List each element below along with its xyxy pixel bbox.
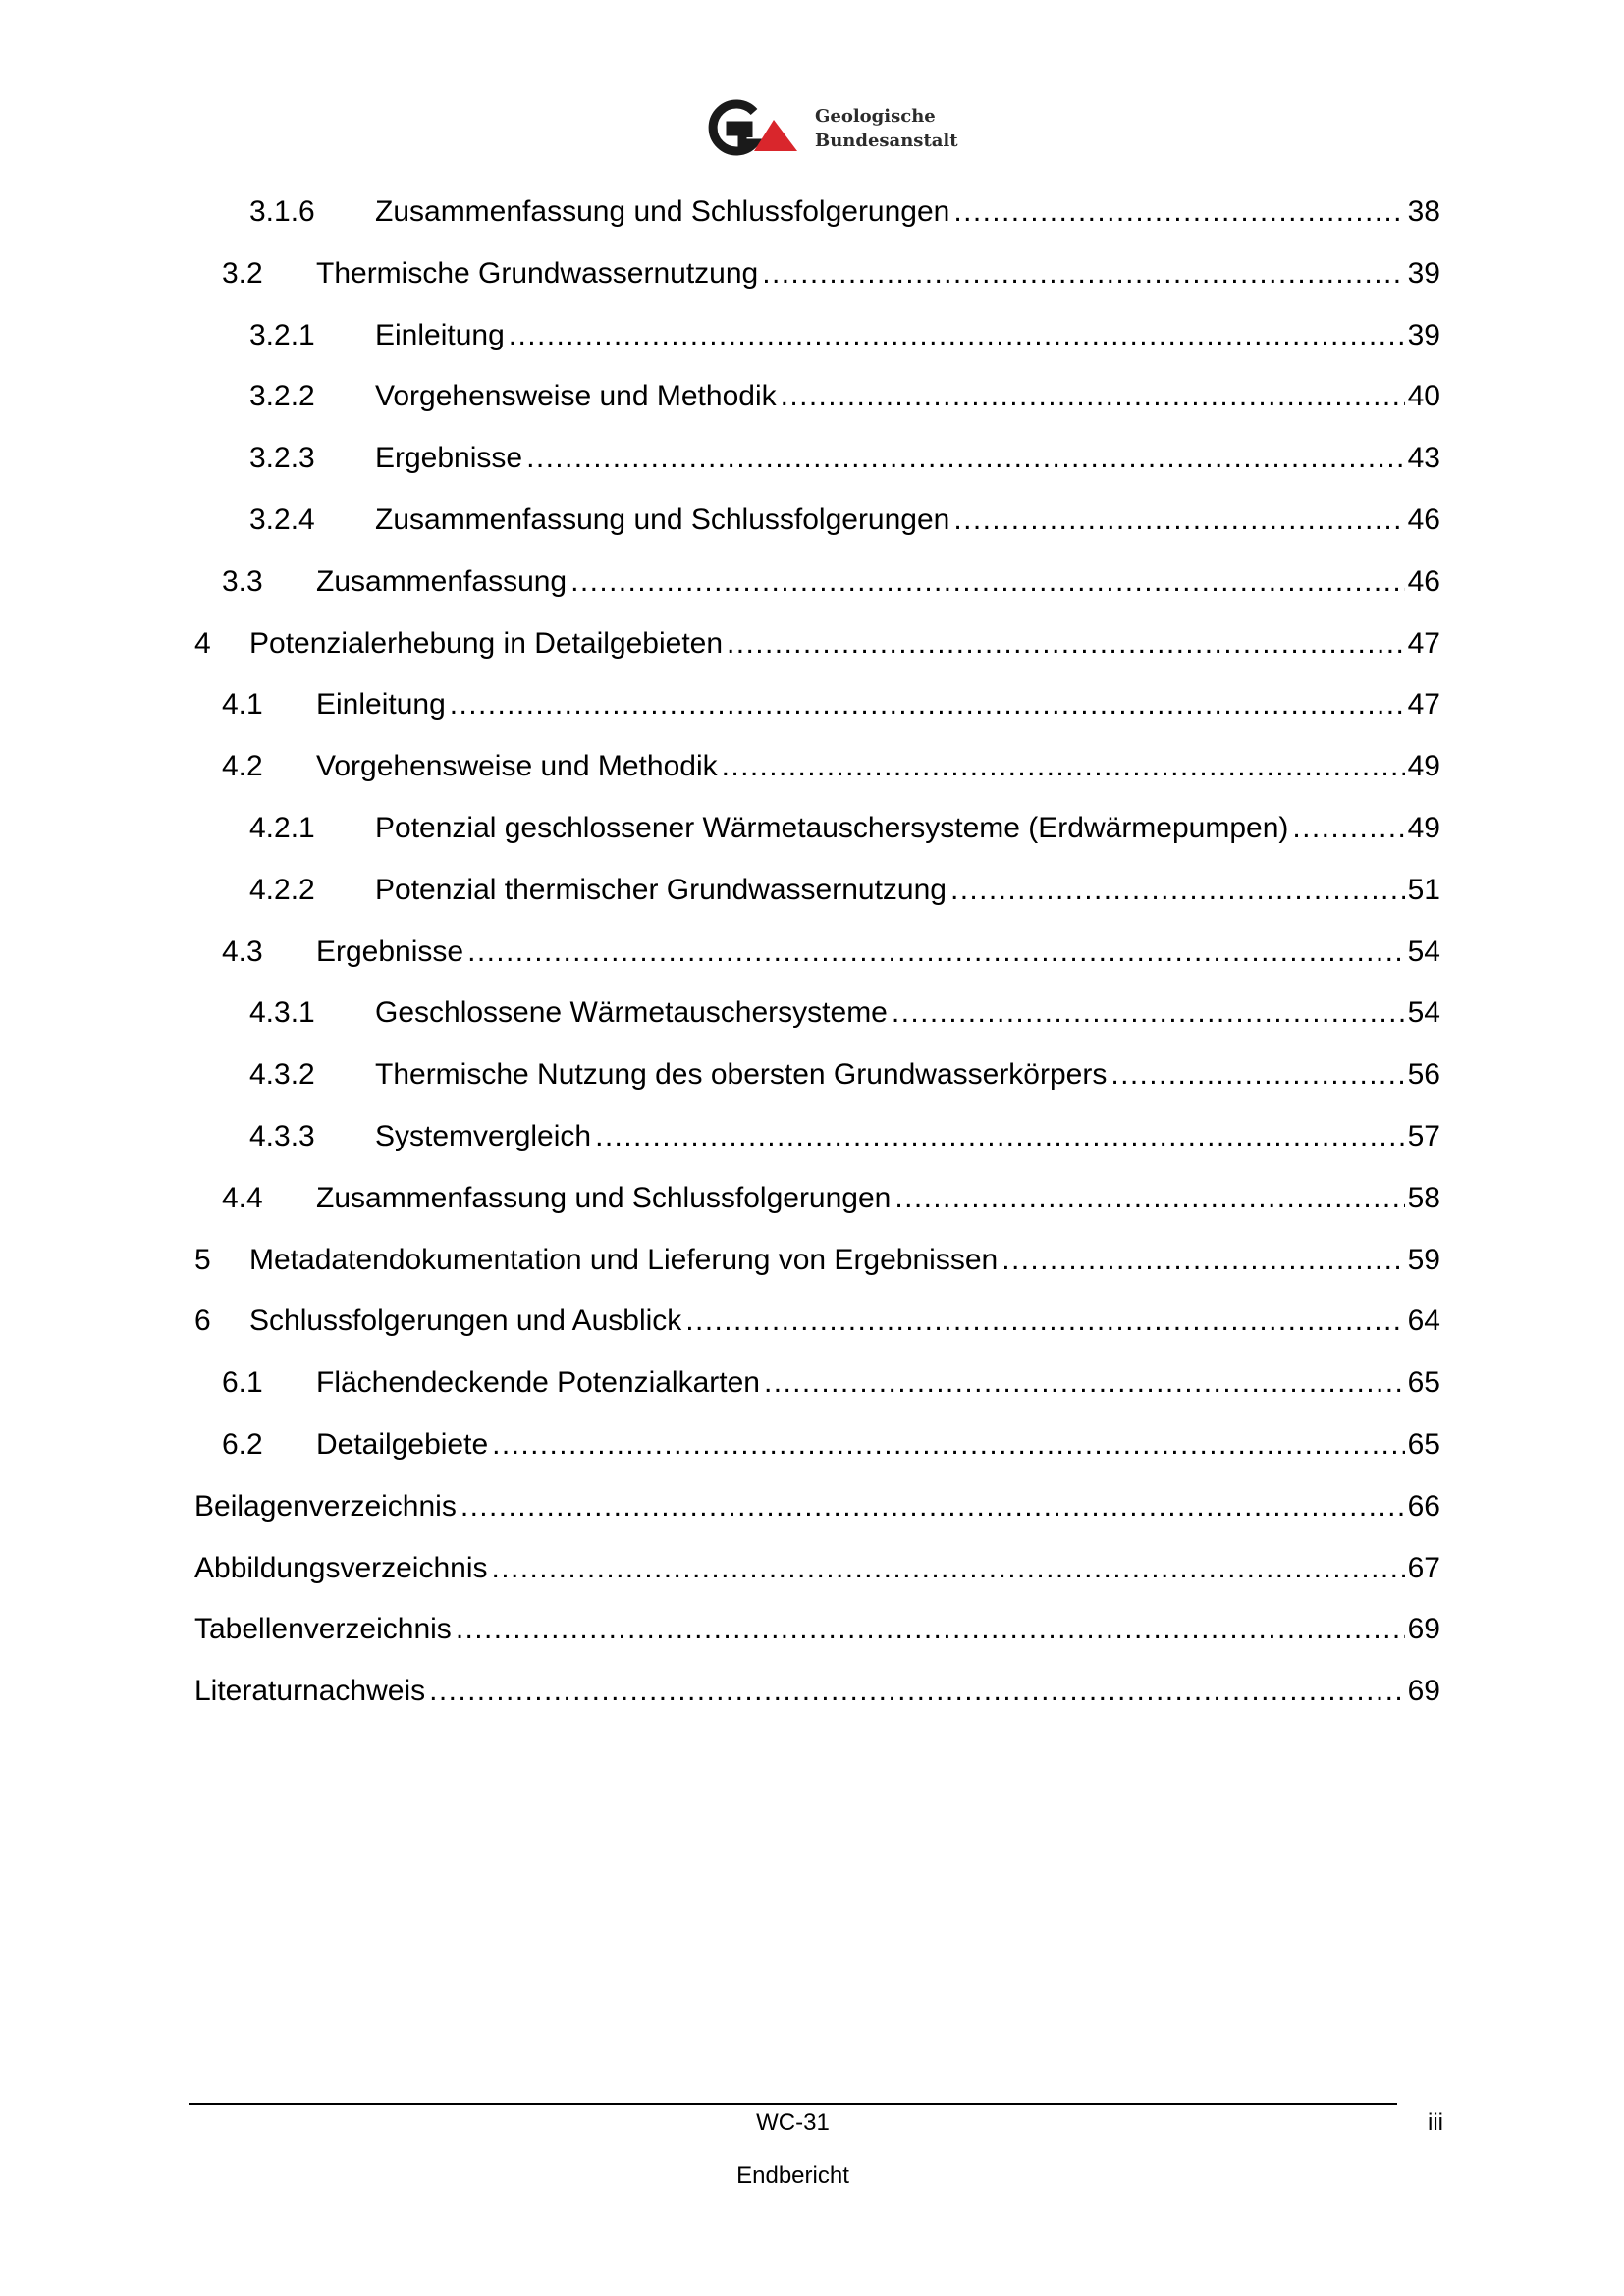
toc-entry-title: Flächendeckende Potenzialkarten xyxy=(316,1366,760,1399)
toc-entry-page: 67 xyxy=(1407,1552,1440,1584)
toc-entry-title: Literaturnachweis xyxy=(194,1675,426,1707)
toc-entry-page: 47 xyxy=(1407,688,1440,721)
toc-entry[interactable] xyxy=(222,1363,1440,1403)
toc-entry-title: Ergebnisse xyxy=(375,442,523,474)
toc-entry-number: 4.3.3 xyxy=(249,1120,315,1152)
toc-entry-title: Thermische Grundwassernutzung xyxy=(316,257,759,290)
toc-entry-title: Tabellenverzeichnis xyxy=(194,1613,452,1645)
toc-entry-page: 54 xyxy=(1407,935,1440,968)
toc-entry-title: Beilagenverzeichnis xyxy=(194,1490,457,1522)
footer-code: WC-31 xyxy=(756,2109,830,2136)
toc-entry-number: 4.3.2 xyxy=(249,1058,315,1091)
toc-entry-page: 46 xyxy=(1407,504,1440,536)
toc-entry-number: 6.2 xyxy=(222,1428,263,1461)
toc-dot-leader xyxy=(456,1610,1405,1649)
toc-dot-leader xyxy=(526,439,1405,478)
toc-entry[interactable] xyxy=(249,871,1440,910)
toc-entry[interactable] xyxy=(222,747,1440,786)
toc-dot-leader xyxy=(1001,1241,1404,1280)
toc-entry-title: Schlussfolgerungen und Ausblick xyxy=(249,1305,682,1337)
toc-entry-title: Potenzial geschlossener Wärmetauschersysteme (Erdwärmepumpen) xyxy=(375,812,1289,844)
toc-entry-number: 6.1 xyxy=(222,1366,263,1399)
toc-entry-number: 3.1.6 xyxy=(249,195,315,228)
toc-entry-title: Einleitung xyxy=(375,319,505,351)
toc-entry-page: 49 xyxy=(1407,812,1440,844)
toc-dot-leader xyxy=(467,933,1405,972)
footer-label: Endbericht xyxy=(736,2163,849,2189)
toc-dot-leader xyxy=(722,747,1405,786)
toc-entry[interactable] xyxy=(249,501,1440,540)
toc-entry[interactable] xyxy=(222,254,1440,294)
toc-entry-number: 4.2.2 xyxy=(249,874,315,906)
toc-entry-title: Potenzialerhebung in Detailgebieten xyxy=(249,627,724,660)
toc-entry-page: 57 xyxy=(1407,1120,1440,1152)
toc-entry-page: 40 xyxy=(1407,380,1440,412)
toc-entry-page: 47 xyxy=(1407,627,1440,660)
toc-entry-title: Metadatendokumentation und Lieferung von Ergebnissen xyxy=(249,1244,999,1276)
toc-entry-page: 65 xyxy=(1407,1366,1440,1399)
footer-divider xyxy=(189,2103,1397,2105)
toc-dot-leader xyxy=(492,1549,1405,1588)
toc-entry[interactable] xyxy=(222,685,1440,724)
toc-entry[interactable] xyxy=(194,1487,1440,1526)
toc-dot-leader xyxy=(492,1425,1405,1465)
toc-entry-page: 69 xyxy=(1407,1613,1440,1645)
toc-dot-leader xyxy=(764,1363,1405,1403)
toc-entry-page: 39 xyxy=(1407,319,1440,351)
toc-entry-number: 4.2 xyxy=(222,750,263,782)
toc-dot-leader xyxy=(595,1117,1405,1156)
toc-entry-number: 4.3 xyxy=(222,935,263,968)
toc-entry-page: 39 xyxy=(1407,257,1440,290)
toc-entry[interactable] xyxy=(249,993,1440,1033)
toc-entry-page: 49 xyxy=(1407,750,1440,782)
toc-entry-page: 65 xyxy=(1407,1428,1440,1461)
toc-entry-number: 4.2.1 xyxy=(249,812,315,844)
toc-entry-number: 4 xyxy=(194,627,211,660)
toc-entry[interactable] xyxy=(249,1117,1440,1156)
toc-dot-leader xyxy=(950,871,1405,910)
toc-entry-page: 66 xyxy=(1407,1490,1440,1522)
toc-entry-title: Detailgebiete xyxy=(316,1428,489,1461)
toc-entry-title: Zusammenfassung und Schlussfolgerungen xyxy=(316,1182,892,1214)
toc-entry-page: 51 xyxy=(1407,874,1440,906)
toc-entry-number: 3.3 xyxy=(222,565,263,598)
toc-entry-number: 3.2.2 xyxy=(249,380,315,412)
toc-entry[interactable] xyxy=(222,933,1440,972)
toc-entry-page: 56 xyxy=(1407,1058,1440,1091)
toc-entry-page: 38 xyxy=(1407,195,1440,228)
toc-entry[interactable] xyxy=(249,809,1440,848)
toc-entry-number: 3.2.1 xyxy=(249,319,315,351)
toc-entry-page: 43 xyxy=(1407,442,1440,474)
toc-entry[interactable] xyxy=(222,562,1440,602)
toc-entry-number: 3.2 xyxy=(222,257,263,290)
toc-entry-number: 5 xyxy=(194,1244,211,1276)
toc-dot-leader xyxy=(894,1179,1404,1218)
toc-entry-page: 69 xyxy=(1407,1675,1440,1707)
toc-entry-title: Vorgehensweise und Methodik xyxy=(316,750,718,782)
toc-dot-leader xyxy=(781,377,1405,416)
toc-entry-number: 4.3.1 xyxy=(249,996,315,1029)
toc-entry[interactable] xyxy=(194,1610,1440,1649)
toc-entry[interactable] xyxy=(249,1055,1440,1095)
toc-dot-leader xyxy=(1292,809,1404,848)
toc-entry-title: Thermische Nutzung des obersten Grundwasserkörpers xyxy=(375,1058,1108,1091)
toc-entry-page: 46 xyxy=(1407,565,1440,598)
toc-entry[interactable] xyxy=(222,1179,1440,1218)
toc-dot-leader xyxy=(460,1487,1405,1526)
toc-entry[interactable] xyxy=(194,1302,1440,1341)
toc-entry-title: Abbildungsverzeichnis xyxy=(194,1552,488,1584)
toc-entry-title: Systemvergleich xyxy=(375,1120,592,1152)
toc-entry-number: 3.2.3 xyxy=(249,442,315,474)
toc-entry-page: 54 xyxy=(1407,996,1440,1029)
toc-entry[interactable] xyxy=(249,192,1440,232)
toc-entry[interactable] xyxy=(249,377,1440,416)
toc-entry-number: 4.4 xyxy=(222,1182,263,1214)
toc-dot-leader xyxy=(953,501,1404,540)
toc-entry-title: Einleitung xyxy=(316,688,446,721)
toc-entry-number: 6 xyxy=(194,1305,211,1337)
toc-dot-leader xyxy=(1110,1055,1404,1095)
logo-line-2: Bundesanstalt xyxy=(815,131,958,151)
toc-entry[interactable] xyxy=(194,1672,1440,1711)
toc-entry-number: 4.1 xyxy=(222,688,263,721)
toc-dot-leader xyxy=(429,1672,1405,1711)
toc-dot-leader xyxy=(450,685,1405,724)
toc-entry-title: Ergebnisse xyxy=(316,935,464,968)
toc-entry-title: Geschlossene Wärmetauschersysteme xyxy=(375,996,888,1029)
toc-entry[interactable] xyxy=(194,1549,1440,1588)
toc-entry-title: Zusammenfassung xyxy=(316,565,568,598)
toc-entry[interactable] xyxy=(249,439,1440,478)
footer-page-number: iii xyxy=(1428,2109,1443,2136)
toc-entry-number: 3.2.4 xyxy=(249,504,315,536)
toc-entry[interactable] xyxy=(249,316,1440,355)
toc-entry[interactable] xyxy=(194,1241,1440,1280)
toc-dot-leader xyxy=(762,254,1404,294)
toc-dot-leader xyxy=(509,316,1405,355)
toc-entry[interactable] xyxy=(194,624,1440,664)
toc-entry-title: Zusammenfassung und Schlussfolgerungen xyxy=(375,195,950,228)
toc-dot-leader xyxy=(570,562,1405,602)
toc-entry-title: Potenzial thermischer Grundwassernutzung xyxy=(375,874,947,906)
toc-dot-leader xyxy=(685,1302,1404,1341)
toc-dot-leader xyxy=(953,192,1404,232)
toc-dot-leader xyxy=(727,624,1405,664)
logo-line-1: Geologische xyxy=(815,106,936,127)
toc-entry[interactable] xyxy=(222,1425,1440,1465)
toc-entry-page: 58 xyxy=(1407,1182,1440,1214)
toc-entry-title: Vorgehensweise und Methodik xyxy=(375,380,777,412)
toc-entry-title: Zusammenfassung und Schlussfolgerungen xyxy=(375,504,950,536)
toc-entry-page: 64 xyxy=(1407,1305,1440,1337)
toc-entry-page: 59 xyxy=(1407,1244,1440,1276)
toc-dot-leader xyxy=(892,993,1405,1033)
